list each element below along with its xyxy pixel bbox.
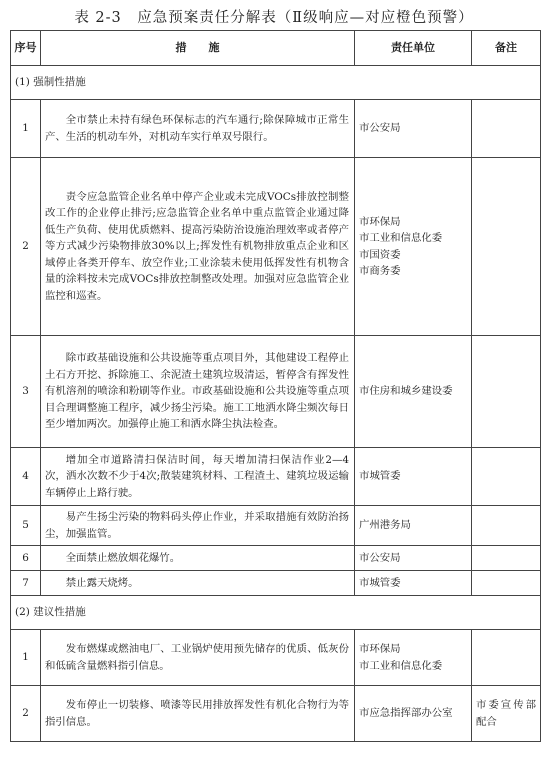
table-row (11, 686, 541, 742)
table-title: 表 2-3 应急预案责任分解表（Ⅱ级响应—对应橙色预警） (74, 10, 474, 26)
note-text (472, 630, 541, 686)
unit-name: 市城管委 (359, 470, 401, 483)
unit-name: 市环保局 (359, 643, 401, 655)
row-number: 6 (11, 546, 41, 571)
note-text (472, 336, 541, 448)
note-text (472, 158, 541, 336)
unit-name: 广州港务局 (359, 519, 411, 532)
unit-name: 市应急指挥部办公室 (359, 707, 453, 720)
responsibility-table (10, 30, 541, 742)
note-text (472, 448, 541, 506)
responsible-unit (355, 571, 472, 596)
section-label: (1) 强制性措施 (11, 66, 541, 100)
section-row (11, 596, 541, 630)
row-number: 4 (11, 448, 41, 506)
unit-name: 市城管委 (359, 576, 401, 589)
row-number: 1 (11, 630, 41, 686)
note-text (472, 506, 541, 546)
responsible-unit (355, 686, 472, 742)
responsible-unit (355, 506, 472, 546)
row-number: 5 (11, 506, 41, 546)
measure-text: 易产生扬尘污染的物料码头停止作业，并采取措施有效防治扬尘，加强监管。 (41, 506, 355, 546)
row-number: 3 (11, 336, 41, 448)
table-row (11, 630, 541, 686)
header-note: 备注 (472, 31, 541, 66)
section-label: (2) 建议性措施 (11, 596, 541, 630)
row-number: 2 (11, 158, 41, 336)
table-row (11, 546, 541, 571)
note-text: 市委宣传部配合 (472, 686, 541, 742)
measure-text: 发布停止一切装修、喷漆等民用排放挥发性有机化合物行为等指引信息。 (41, 686, 355, 742)
responsible-unit (355, 546, 472, 571)
header-unit: 责任单位 (355, 31, 472, 66)
unit-name: 市商务委 (359, 265, 401, 277)
unit-name: 市环保局 (359, 215, 401, 228)
measure-text: 责令应急监管企业名单中停产企业或未完成VOCs排放控制整改工作的企业停止排污;应急监管企业名单中重点监管企业通过降低生产负荷、使用优质燃料、提高污染防治设施治理效率或者停产等方式减少污染物排放30%以上;挥发性有机物排放重点企业和区域停止各类开停车、放空作业;工业涂装未使用低挥发性有机物含量的涂料按未完成VOCs排放控制整改处理。加强对应急监管企业监控和巡查。 (41, 158, 355, 336)
header-row (11, 31, 541, 66)
row-number: 2 (11, 686, 41, 742)
unit-name: 市住房和城乡建设委 (359, 385, 453, 398)
row-number: 7 (11, 571, 41, 596)
row-number: 1 (11, 100, 41, 158)
measure-text: 全面禁止燃放烟花爆竹。 (41, 546, 355, 571)
table-row (11, 571, 541, 596)
measure-text: 除市政基础设施和公共设施等重点项目外，其他建设工程停止土石方开挖、拆除施工、余泥渣土建筑垃圾清运，暂停含有挥发性有机溶剂的喷涂和粉刷等作业。市政基础设施和公共设施等重点项目合理调整施工程序，减少扬尘污染。施工工地洒水降尘频次每日至少增加两次。加强停止施工和洒水降尘执法检查。 (41, 336, 355, 448)
note-text (472, 100, 541, 158)
unit-name: 市公安局 (359, 122, 401, 135)
responsible-unit (355, 100, 472, 158)
unit-name: 市工业和信息化委 (359, 659, 443, 672)
table-row (11, 506, 541, 546)
table-row (11, 158, 541, 336)
measure-text: 禁止露天烧烤。 (41, 571, 355, 596)
header-measure: 措 施 (41, 31, 355, 66)
unit-name: 市公安局 (359, 551, 401, 564)
responsible-unit (355, 336, 472, 448)
measure-text: 发布燃煤或燃油电厂、工业锅炉使用预先储存的优质、低灰份和低硫含量燃料指引信息。 (41, 630, 355, 686)
section-row (11, 66, 541, 100)
table-body (11, 66, 541, 742)
header-no: 序号 (11, 31, 41, 66)
measure-text: 全市禁止未持有绿色环保标志的汽车通行;除保障城市正常生产、生活的机动车外，对机动车实行单双号限行。 (41, 100, 355, 158)
responsible-unit (355, 448, 472, 506)
unit-name: 市国资委 (359, 248, 401, 261)
unit-name: 市工业和信息化委 (359, 232, 443, 244)
table-row (11, 448, 541, 506)
note-text (472, 571, 541, 596)
table-row (11, 336, 541, 448)
table-row (11, 100, 541, 158)
note-text (472, 546, 541, 571)
responsible-unit (355, 158, 472, 336)
measure-text: 增加全市道路清扫保洁时间，每天增加清扫保洁作业2—4次，洒水次数不少于4次;散装建筑材料、工程渣土、建筑垃圾运输车辆停止上路行驶。 (41, 448, 355, 506)
responsible-unit (355, 630, 472, 686)
